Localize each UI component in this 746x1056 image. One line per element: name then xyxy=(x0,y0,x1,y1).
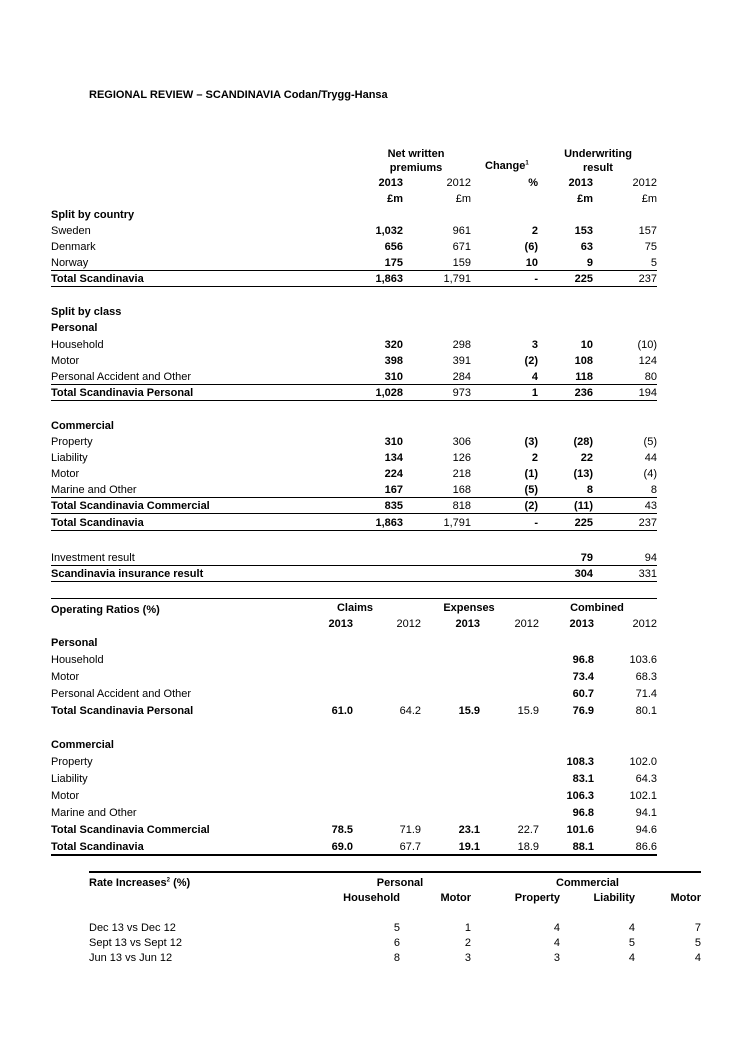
t2-cell: 15.9 xyxy=(458,705,480,717)
t2-cell: 64.2 xyxy=(399,705,421,717)
t2-cell: 60.7 xyxy=(572,688,594,700)
t1-cell: 124 xyxy=(638,355,657,367)
t2-cell: 69.0 xyxy=(331,841,353,853)
t3-row-label: Sept 13 vs Sept 12 xyxy=(89,937,182,949)
t1-cell: 225 xyxy=(574,273,593,285)
t2-cell: 80.1 xyxy=(635,705,657,717)
uw-unit-2013: £m xyxy=(577,193,593,205)
personal-group-header: Personal xyxy=(376,877,424,889)
t1-cell: 218 xyxy=(452,468,471,480)
claims-2013: 2013 xyxy=(328,618,353,630)
t1-cell: 306 xyxy=(452,436,471,448)
t2-cell: 103.6 xyxy=(629,654,657,666)
t1-row-label: Motor xyxy=(51,355,80,367)
t2-row-label: Personal Accident and Other xyxy=(51,688,192,700)
t1-row-label: Split by country xyxy=(51,209,135,221)
t1-cell: (3) xyxy=(524,436,538,448)
t2-cell: 102.1 xyxy=(629,790,657,802)
t1-cell: 126 xyxy=(452,452,471,464)
t1-cell: (28) xyxy=(573,436,593,448)
t2-cell: 101.6 xyxy=(566,824,594,836)
t1-cell: 118 xyxy=(575,371,593,383)
t2-row-label: Personal xyxy=(51,637,98,649)
t1-cell: 2 xyxy=(531,225,538,237)
t1-cell: 320 xyxy=(384,339,403,351)
t1-cell: 159 xyxy=(452,257,471,269)
t1-cell: 1,863 xyxy=(375,273,403,285)
t1-cell: 153 xyxy=(574,225,593,237)
t1-cell: 168 xyxy=(452,484,471,496)
change-header: Change$^1$ xyxy=(485,160,529,172)
t1-cell: (1) xyxy=(524,468,538,480)
ratios-bottom-rule xyxy=(51,854,657,856)
t1-cell: 310 xyxy=(384,371,403,383)
t3-row-label: Dec 13 vs Dec 12 xyxy=(89,922,176,934)
t1-cell: 3 xyxy=(531,339,538,351)
t2-row-label: Total Scandinavia Commercial xyxy=(51,824,210,836)
t1-cell: 818 xyxy=(452,500,471,512)
change-pct-unit: % xyxy=(528,177,538,189)
nwp-year-2013: 2013 xyxy=(378,177,403,189)
expenses-2012: 2012 xyxy=(514,618,539,630)
t1-row-label: Scandinavia insurance result xyxy=(51,568,204,580)
page-title: REGIONAL REVIEW – SCANDINAVIA Codan/Trygg-Hansa xyxy=(89,89,388,101)
rates-title: Rate Increases$^2$ (%) xyxy=(89,877,191,889)
t3-cell: 1 xyxy=(464,922,471,934)
t1-row-label: Denmark xyxy=(51,241,96,253)
t2-cell: 67.7 xyxy=(399,841,421,853)
nwp-unit-2012: £m xyxy=(455,193,471,205)
t1-row-label: Motor xyxy=(51,468,80,480)
t1-cell: 391 xyxy=(452,355,471,367)
t1-cell: 9 xyxy=(586,257,593,269)
t2-cell: 19.1 xyxy=(458,841,480,853)
claims-2012: 2012 xyxy=(396,618,421,630)
t1-cell: (5) xyxy=(643,436,657,448)
t1-cell: 157 xyxy=(638,225,657,237)
t2-cell: 64.3 xyxy=(635,773,657,785)
t2-cell: 108.3 xyxy=(566,756,594,768)
t1-cell: 75 xyxy=(644,241,657,253)
uw-year-2012: 2012 xyxy=(632,177,657,189)
ratios-top-rule xyxy=(51,598,657,599)
t1-cell: (2) xyxy=(524,355,538,367)
t2-cell: 96.8 xyxy=(572,654,594,666)
uw-header-line1: Underwriting xyxy=(564,148,632,160)
t1-row-label: Commercial xyxy=(51,420,114,432)
uw-year-2013: 2013 xyxy=(568,177,593,189)
t3-cell: 4 xyxy=(553,922,560,934)
t3-cell: 4 xyxy=(628,922,635,934)
t1-row-rule xyxy=(51,565,657,566)
uw-header-line2: result xyxy=(583,162,613,174)
t1-cell: 43 xyxy=(644,500,657,512)
t3-cell: 7 xyxy=(694,922,701,934)
t1-cell: 1,028 xyxy=(375,387,403,399)
t1-cell: 224 xyxy=(384,468,403,480)
liability-col-header: Liability xyxy=(593,892,635,904)
t2-cell: 76.9 xyxy=(572,705,594,717)
t1-cell: 236 xyxy=(574,387,593,399)
t1-row-rule xyxy=(51,270,657,271)
t1-cell: 1,032 xyxy=(375,225,403,237)
t1-row-label: Investment result xyxy=(51,552,135,564)
motor-col-header: Motor xyxy=(440,892,471,904)
t3-cell: 4 xyxy=(694,952,701,964)
t1-cell: 331 xyxy=(638,568,657,580)
t3-cell: 5 xyxy=(694,937,701,949)
t2-row-label: Total Scandinavia Personal xyxy=(51,705,194,717)
t1-row-rule xyxy=(51,384,657,385)
t1-cell: 1,791 xyxy=(443,517,471,529)
t1-cell: 63 xyxy=(580,241,593,253)
t2-row-label: Motor xyxy=(51,790,80,802)
t3-cell: 3 xyxy=(464,952,471,964)
t2-cell: 88.1 xyxy=(572,841,594,853)
nwp-header-line2: premiums xyxy=(389,162,443,174)
t1-cell: 2 xyxy=(531,452,538,464)
t3-cell: 4 xyxy=(553,937,560,949)
t1-cell: (4) xyxy=(643,468,657,480)
uw-unit-2012: £m xyxy=(641,193,657,205)
t2-cell: 73.4 xyxy=(572,671,594,683)
t1-cell: 398 xyxy=(384,355,403,367)
t3-cell: 8 xyxy=(393,952,400,964)
t1-row-rule xyxy=(51,581,657,582)
t2-cell: 61.0 xyxy=(331,705,353,717)
t2-cell: 106.3 xyxy=(566,790,594,802)
t1-cell: 8 xyxy=(650,484,657,496)
property-col-header: Property xyxy=(514,892,560,904)
combined-header: Combined xyxy=(570,602,624,614)
t2-row-label: Commercial xyxy=(51,739,114,751)
t1-cell: 298 xyxy=(452,339,471,351)
t1-cell: 10 xyxy=(525,257,538,269)
t1-cell: (10) xyxy=(637,339,657,351)
t1-cell: (2) xyxy=(524,500,538,512)
t2-cell: 83.1 xyxy=(572,773,594,785)
t3-cell: 6 xyxy=(393,937,400,949)
t1-cell: 22 xyxy=(580,452,593,464)
t2-cell: 86.6 xyxy=(635,841,657,853)
t1-row-rule xyxy=(51,400,657,401)
t1-cell: 79 xyxy=(580,552,593,564)
t1-cell: 10 xyxy=(580,339,593,351)
t1-row-rule xyxy=(51,497,657,498)
t1-cell: 194 xyxy=(638,387,657,399)
t1-row-label: Personal xyxy=(51,322,98,334)
combined-2012: 2012 xyxy=(632,618,657,630)
t1-cell: 973 xyxy=(452,387,471,399)
combined-2013: 2013 xyxy=(569,618,594,630)
t3-cell: 2 xyxy=(464,937,471,949)
t1-cell: 5 xyxy=(650,257,657,269)
t2-cell: 22.7 xyxy=(517,824,539,836)
t1-row-label: Marine and Other xyxy=(51,484,137,496)
t1-cell: (6) xyxy=(524,241,538,253)
t1-cell: 80 xyxy=(644,371,657,383)
t1-cell: 237 xyxy=(638,517,657,529)
t2-cell: 96.8 xyxy=(572,807,594,819)
t2-cell: 94.1 xyxy=(635,807,657,819)
t2-cell: 23.1 xyxy=(458,824,480,836)
t1-row-label: Total Scandinavia xyxy=(51,273,144,285)
expenses-2013: 2013 xyxy=(455,618,480,630)
t1-cell: 237 xyxy=(638,273,657,285)
commercial-motor-col-header: Motor xyxy=(670,892,701,904)
t1-cell: - xyxy=(534,517,538,529)
t1-row-label: Split by class xyxy=(51,306,122,318)
t3-cell: 5 xyxy=(628,937,635,949)
t3-cell: 4 xyxy=(628,952,635,964)
t1-row-label: Total Scandinavia Commercial xyxy=(51,500,210,512)
nwp-unit-2013: £m xyxy=(387,193,403,205)
t1-cell: 108 xyxy=(574,355,593,367)
t1-cell: 961 xyxy=(452,225,471,237)
t1-row-rule xyxy=(51,286,657,287)
t1-cell: 175 xyxy=(384,257,403,269)
t1-row-label: Liability xyxy=(51,452,88,464)
t1-cell: (11) xyxy=(574,500,593,512)
t2-row-label: Marine and Other xyxy=(51,807,137,819)
t1-cell: 94 xyxy=(644,552,657,564)
t1-cell: 656 xyxy=(384,241,403,253)
t2-row-label: Liability xyxy=(51,773,88,785)
t1-cell: 44 xyxy=(644,452,657,464)
t1-cell: 284 xyxy=(452,371,471,383)
t2-cell: 71.9 xyxy=(399,824,421,836)
nwp-year-2012: 2012 xyxy=(446,177,471,189)
t1-cell: - xyxy=(534,273,538,285)
t2-cell: 78.5 xyxy=(331,824,353,836)
expenses-header: Expenses xyxy=(443,602,495,614)
t1-cell: 167 xyxy=(384,484,403,496)
t1-cell: 310 xyxy=(384,436,403,448)
ratios-title: Operating Ratios (%) xyxy=(51,604,160,616)
t3-row-label: Jun 13 vs Jun 12 xyxy=(89,952,173,964)
t1-cell: (5) xyxy=(524,484,538,496)
t1-row-label: Household xyxy=(51,339,104,351)
t1-cell: 1 xyxy=(531,387,538,399)
t1-cell: 4 xyxy=(531,371,538,383)
t2-row-label: Property xyxy=(51,756,93,768)
t1-row-label: Sweden xyxy=(51,225,91,237)
t1-row-label: Norway xyxy=(51,257,89,269)
t1-cell: 304 xyxy=(574,568,593,580)
rates-top-rule xyxy=(89,871,701,873)
household-col-header: Household xyxy=(343,892,400,904)
t1-row-rule xyxy=(51,530,657,531)
t1-row-rule xyxy=(51,513,657,514)
t1-row-label: Personal Accident and Other xyxy=(51,371,192,383)
t2-cell: 102.0 xyxy=(629,756,657,768)
t1-cell: 134 xyxy=(384,452,403,464)
claims-header: Claims xyxy=(336,602,374,614)
t2-cell: 94.6 xyxy=(635,824,657,836)
t1-cell: 671 xyxy=(452,241,471,253)
t2-row-label: Total Scandinavia xyxy=(51,841,144,853)
t1-row-label: Property xyxy=(51,436,93,448)
t3-cell: 5 xyxy=(393,922,400,934)
t2-cell: 15.9 xyxy=(517,705,539,717)
t1-cell: 1,791 xyxy=(443,273,471,285)
t1-cell: 225 xyxy=(574,517,593,529)
t3-cell: 3 xyxy=(553,952,560,964)
t1-cell: 1,863 xyxy=(375,517,403,529)
nwp-header-line1: Net written xyxy=(387,148,445,160)
t1-cell: 8 xyxy=(586,484,593,496)
t2-row-label: Motor xyxy=(51,671,80,683)
commercial-group-header: Commercial xyxy=(556,877,619,889)
t2-cell: 18.9 xyxy=(517,841,539,853)
t1-cell: 835 xyxy=(384,500,403,512)
t2-row-label: Household xyxy=(51,654,104,666)
t1-row-label: Total Scandinavia xyxy=(51,517,144,529)
t1-row-label: Total Scandinavia Personal xyxy=(51,387,194,399)
t2-cell: 71.4 xyxy=(635,688,657,700)
t2-cell: 68.3 xyxy=(635,671,657,683)
t1-cell: (13) xyxy=(573,468,593,480)
